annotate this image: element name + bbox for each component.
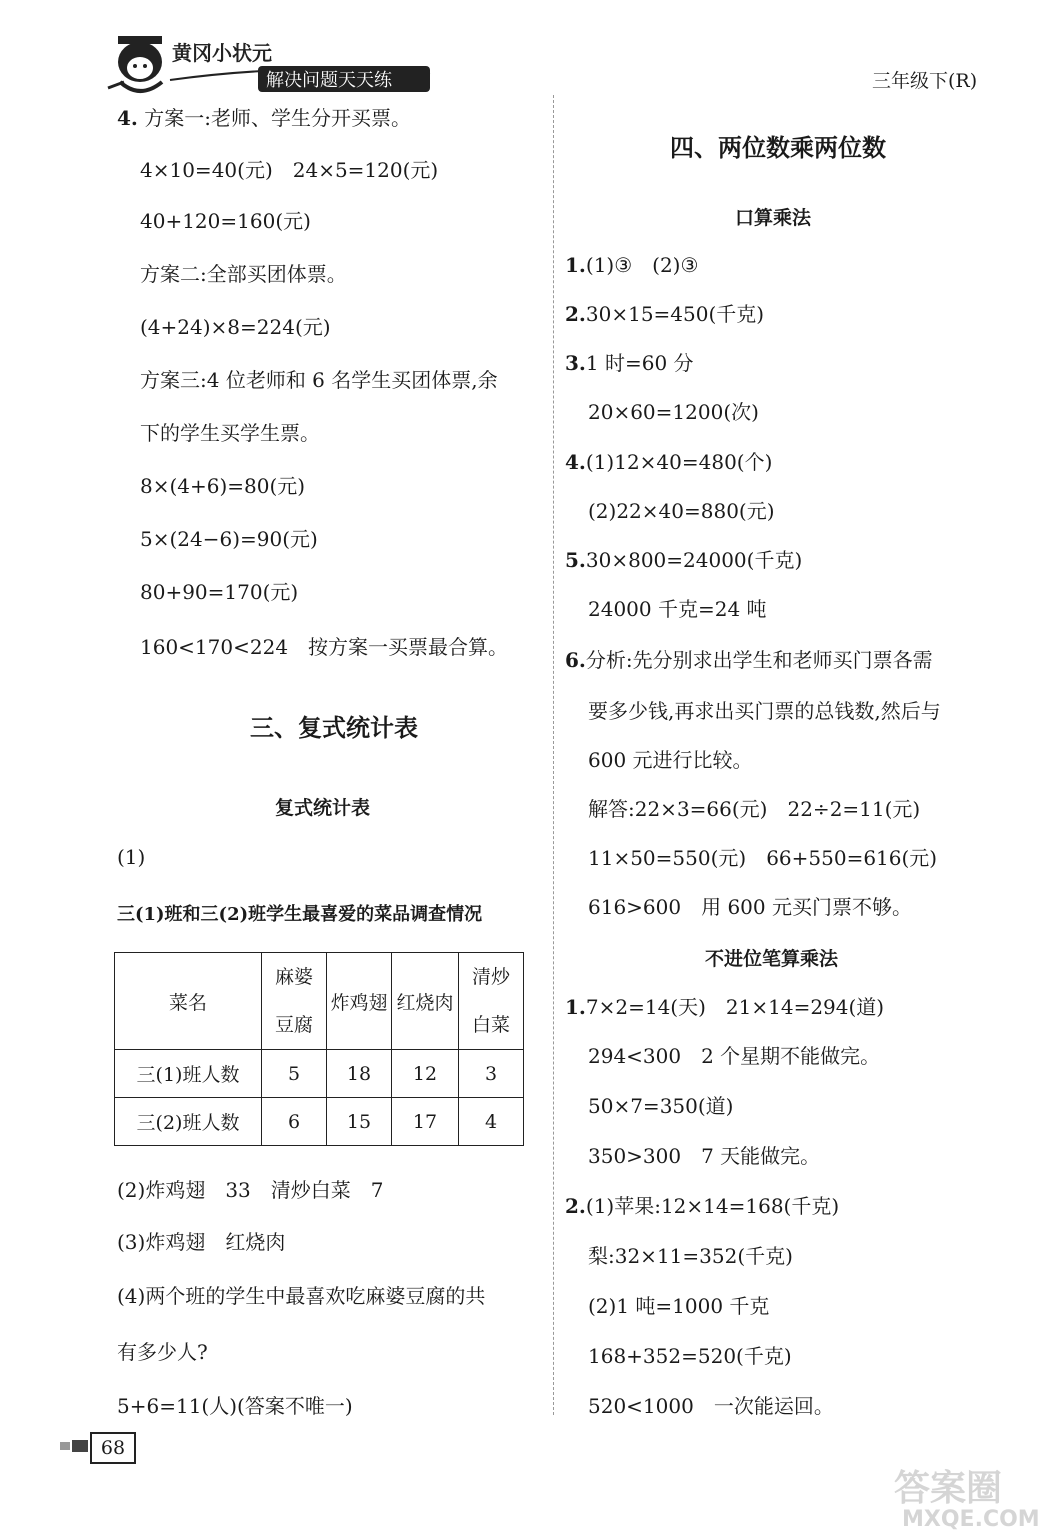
r1-line-12: 11×50=550(元) 66+550=616(元) xyxy=(588,846,938,870)
table-cell: 4 xyxy=(459,1098,524,1146)
table-cell: 3 xyxy=(459,1050,524,1098)
table-row xyxy=(115,1098,524,1146)
table-cell: 三(1)班人数 xyxy=(115,1050,262,1098)
r1-line-8: 6.分析:先分别求出学生和老师买门票各需 xyxy=(565,648,933,672)
table-cell: 三(2)班人数 xyxy=(115,1098,262,1146)
answer-line-3: 有多少人? xyxy=(117,1340,208,1364)
r2-line-7: 168+352=520(千克) xyxy=(588,1344,792,1368)
subsection-title-stat: 复式统计表 xyxy=(275,797,371,819)
r1-line-9: 要多少钱,再求出买门票的总钱数,然后与 xyxy=(588,699,941,723)
grade-label: 三年级下(R) xyxy=(872,70,978,92)
answer-line-1: (3)炸鸡翅 红烧肉 xyxy=(117,1230,286,1254)
r1-line-11: 解答:22×3=66(元) 22÷2=11(元) xyxy=(588,797,921,821)
th-wings: 炸鸡翅 xyxy=(327,953,392,1050)
th-pork: 红烧肉 xyxy=(392,953,459,1050)
q4-line-0: 4. 方案一:老师、学生分开买票。 xyxy=(117,106,411,130)
table-cell: 17 xyxy=(392,1098,459,1146)
table-cell: 6 xyxy=(262,1098,327,1146)
r2-line-2: 50×7=350(道) xyxy=(588,1094,734,1118)
q4-line-10: 160<170<224 按方案一买票最合算。 xyxy=(140,635,509,659)
r2-line-0: 1.7×2=14(天) 21×14=294(道) xyxy=(565,995,885,1019)
subsection-title-written: 不进位笔算乘法 xyxy=(705,948,839,970)
svg-text:答案圈: 答案圈 xyxy=(894,1468,1003,1509)
svg-text:MXQE.COM: MXQE.COM xyxy=(902,1507,1040,1532)
answer-line-4: 5+6=11(人)(答案不唯一) xyxy=(117,1394,353,1418)
brand-subtitle: 解决问题天天练 xyxy=(266,70,392,91)
q4-line-1: 4×10=40(元) 24×5=120(元) xyxy=(140,158,439,182)
table-row xyxy=(115,1050,524,1098)
r1-line-1: 2.30×15=450(千克) xyxy=(565,302,765,326)
section4-title: 四、两位数乘两位数 xyxy=(670,133,886,162)
part1-label: (1) xyxy=(117,845,146,869)
th-dish: 菜名 xyxy=(115,953,262,1050)
r1-line-3: 20×60=1200(次) xyxy=(588,400,759,424)
r2-line-8: 520<1000 一次能运回。 xyxy=(588,1394,834,1418)
page-deco-icon xyxy=(60,1440,90,1452)
table-cell: 18 xyxy=(327,1050,392,1098)
r1-line-4: 4.(1)12×40=480(个) xyxy=(565,450,773,474)
page-number: 68 xyxy=(90,1432,136,1464)
section3-title: 三、复式统计表 xyxy=(250,713,418,742)
r1-line-6: 5.30×800=24000(千克) xyxy=(565,548,803,572)
q4-line-2: 40+120=160(元) xyxy=(140,209,311,233)
r2-line-5: 梨:32×11=352(千克) xyxy=(588,1244,793,1268)
watermark-logo xyxy=(888,1462,1048,1532)
q4-line-4: (4+24)×8=224(元) xyxy=(140,315,331,339)
r1-line-0: 1.(1)③ (2)③ xyxy=(565,253,699,277)
subsection-title-oral: 口算乘法 xyxy=(735,207,812,229)
q4-line-7: 8×(4+6)=80(元) xyxy=(140,474,306,498)
brand-text: 黄冈小状元 xyxy=(172,41,272,65)
q4-number: 4. xyxy=(117,106,138,130)
column-divider xyxy=(553,95,554,1415)
r2-line-1: 294<300 2 个星期不能做完。 xyxy=(588,1044,881,1068)
q4-line-5: 方案三:4 位老师和 6 名学生买团体票,余 xyxy=(140,368,498,392)
r2-line-6: (2)1 吨=1000 千克 xyxy=(588,1294,770,1318)
q4-line-6: 下的学生买学生票。 xyxy=(140,421,320,445)
answer-line-0: (2)炸鸡翅 33 清炒白菜 7 xyxy=(117,1178,384,1202)
table-title: 三(1)班和三(2)班学生最喜爱的菜品调查情况 xyxy=(117,904,483,925)
answer-line-2: (4)两个班的学生中最喜欢吃麻婆豆腐的共 xyxy=(117,1284,486,1308)
table-cell: 12 xyxy=(392,1050,459,1098)
stat-table xyxy=(114,952,524,1146)
r1-line-10: 600 元进行比较。 xyxy=(588,748,753,772)
table-header-row xyxy=(115,953,524,1050)
r2-line-3: 350>300 7 天能做完。 xyxy=(588,1144,821,1168)
table-cell: 15 xyxy=(327,1098,392,1146)
q4-line-3: 方案二:全部买团体票。 xyxy=(140,262,347,286)
mascot-icon xyxy=(108,36,162,91)
r1-line-5: (2)22×40=880(元) xyxy=(588,499,775,523)
r2-line-4: 2.(1)苹果:12×14=168(千克) xyxy=(565,1194,840,1218)
table-cell: 5 xyxy=(262,1050,327,1098)
th-cabbage: 清炒 白菜 xyxy=(459,953,524,1050)
th-mapo: 麻婆 豆腐 xyxy=(262,953,327,1050)
q4-line-8: 5×(24−6)=90(元) xyxy=(140,527,318,551)
brand-logo xyxy=(100,22,450,100)
q4-line-9: 80+90=170(元) xyxy=(140,580,299,604)
r1-line-7: 24000 千克=24 吨 xyxy=(588,597,767,621)
r1-line-2: 3.1 时=60 分 xyxy=(565,351,694,375)
r1-line-13: 616>600 用 600 元买门票不够。 xyxy=(588,895,912,919)
